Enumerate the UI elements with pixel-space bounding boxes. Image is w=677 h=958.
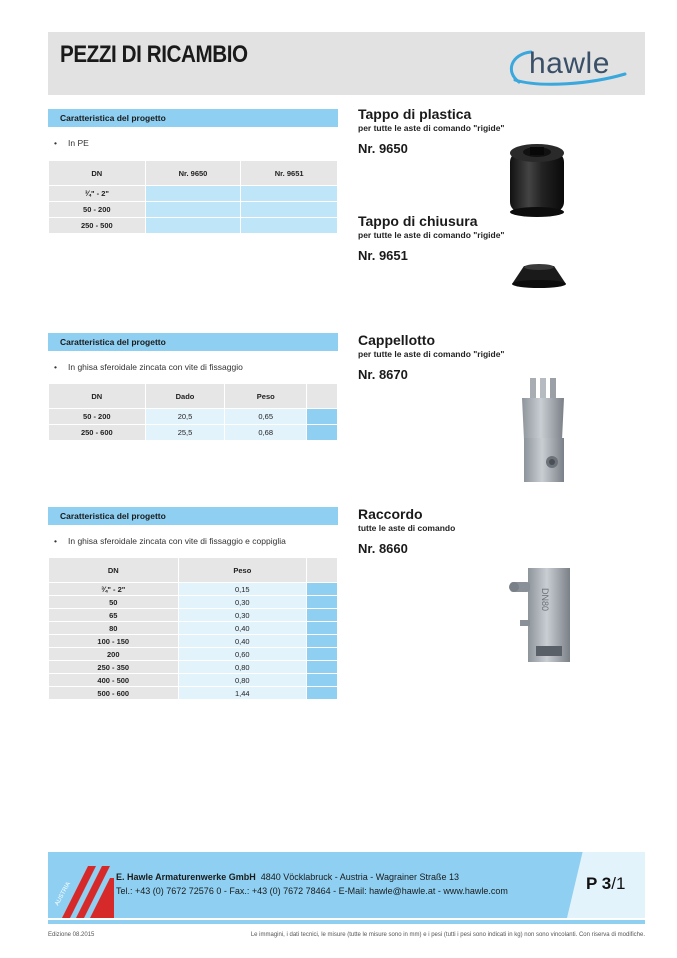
product-8670 — [358, 332, 504, 382]
product-8660 — [358, 506, 455, 556]
col-header: Nr. 9650 — [145, 161, 241, 186]
edition: Edizione 08.2015 — [48, 932, 95, 938]
logo-text: hawle — [529, 47, 610, 80]
page-title: PEZZI DI RICAMBIO — [60, 41, 248, 68]
footer-strip — [48, 920, 645, 924]
product-number: Nr. 9651 — [358, 248, 408, 263]
col-header: Peso — [225, 384, 307, 409]
spec-table — [48, 160, 338, 234]
page-number: P 3/1 — [586, 874, 626, 893]
product-title: Raccordo — [358, 506, 423, 522]
table-row: 65 0,30 — [49, 609, 338, 622]
product-number: Nr. 9650 — [358, 141, 408, 156]
col-header: DN — [49, 384, 146, 409]
product-title: Tappo di chiusura — [358, 213, 478, 229]
product-9651 — [358, 213, 504, 263]
table-row: 500 - 600 1,44 — [49, 687, 338, 700]
section-9650-9651 — [48, 109, 338, 234]
table-row: 50 0,30 — [49, 596, 338, 609]
spec-table — [48, 557, 338, 700]
char-bar: Caratteristica del progetto — [48, 333, 338, 351]
austria-flag-logo — [48, 852, 118, 918]
section-8670 — [48, 333, 338, 441]
footer-company: E. Hawle Armaturenwerke GmbH 4840 Vöcklabruck - Austria - Wagrainer Straße 13 — [116, 872, 459, 882]
col-header: Dado — [145, 384, 225, 409]
coupling-8660-image — [508, 558, 582, 668]
cap-8670-image — [512, 376, 576, 488]
col-header: DN — [49, 558, 179, 583]
product-number: Nr. 8670 — [358, 367, 408, 382]
svg-text:DN80: DN80 — [540, 588, 550, 612]
plastic-cap-image — [506, 140, 568, 218]
closure-cap-image — [508, 262, 570, 290]
bullet: • In ghisa sferoidale zincata con vite di fissaggio e coppiglia — [54, 536, 286, 546]
table-row: 50 - 200 — [49, 202, 338, 218]
table-row: 50 - 200 20,5 0,65 — [49, 409, 338, 425]
product-subtitle: per tutte le aste di comando "rigide" — [358, 123, 505, 133]
table-row: ¾" - 2" 0,15 — [49, 583, 338, 596]
table-row: 80 0,40 — [49, 622, 338, 635]
product-subtitle: per tutte le aste di comando "rigide" — [358, 349, 505, 359]
page-header — [48, 32, 645, 95]
table-row: 250 - 600 25,5 0,68 — [49, 425, 338, 441]
spec-table — [48, 383, 338, 441]
product-subtitle: per tutte le aste di comando "rigide" — [358, 230, 505, 240]
col-header: DN — [49, 161, 146, 186]
disclaimer: Le immagini, i dati tecnici, le misure (tutte le misure sono in mm) e i pesi (tutti i pesi sono indicati in kg) non sono vincolanti. Con riserva di modifiche. — [250, 932, 645, 938]
table-row: ¾" - 2" — [49, 186, 338, 202]
product-title: Cappellotto — [358, 332, 435, 348]
table-row: 200 0,60 — [49, 648, 338, 661]
table-row: 250 - 500 — [49, 218, 338, 234]
section-8660 — [48, 507, 338, 700]
col-header: Nr. 9651 — [241, 161, 338, 186]
product-subtitle: tutte le aste di comando — [358, 523, 456, 533]
table-row: 250 - 350 0,80 — [49, 661, 338, 674]
footer-contact: Tel.: +43 (0) 7672 72576 0 - Fax.: +43 (0) 7672 78464 - E-Mail: hawle@hawle.at - www.hawle.com — [116, 886, 508, 896]
bullet: • In PE — [54, 138, 89, 148]
product-number: Nr. 8660 — [358, 541, 408, 556]
char-bar: Caratteristica del progetto — [48, 507, 338, 525]
table-row: 400 - 500 0,80 — [49, 674, 338, 687]
bullet: • In ghisa sferoidale zincata con vite di fissaggio — [54, 362, 243, 372]
product-9650 — [358, 106, 504, 156]
col-header: Peso — [178, 558, 307, 583]
product-title: Tappo di plastica — [358, 106, 472, 122]
austria-text: AUSTRIA — [54, 881, 72, 907]
hawle-logo — [501, 44, 631, 88]
table-row: 100 - 150 0,40 — [49, 635, 338, 648]
char-bar: Caratteristica del progetto — [48, 109, 338, 127]
footer-band — [48, 852, 645, 918]
